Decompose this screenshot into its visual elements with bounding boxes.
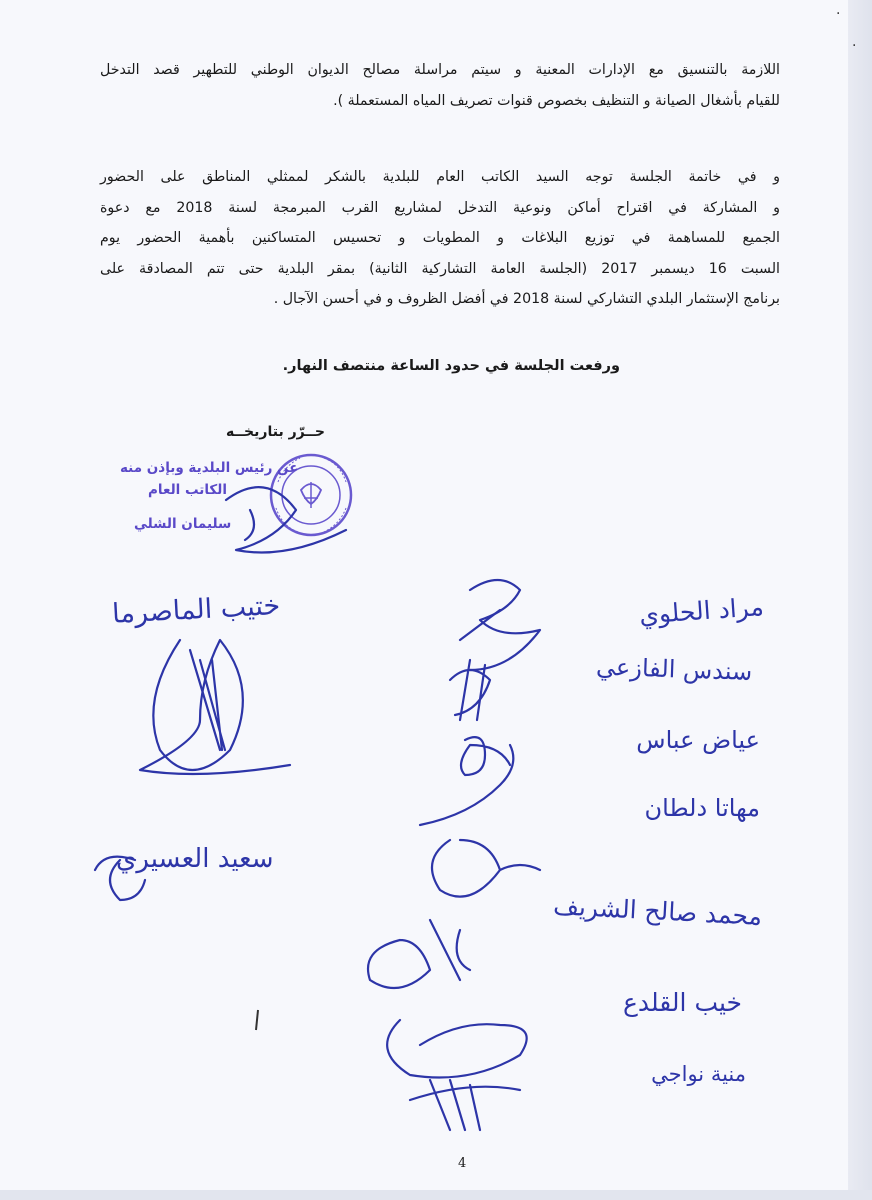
text-line: و في خاتمة الجلسة توجه السيد الكاتب العام للبلدية بالشكر لممثلي المناطق على الحضور: [100, 169, 780, 185]
signature-name: مهاتا دلطان: [644, 794, 760, 822]
text-line: السبت 16 ديسمبر 2017 (الجلسة العامة التشاركية الثانية) بمقر البلدية حتى تتم المصادقة على: [100, 260, 780, 277]
scan-speck: ·: [836, 6, 841, 22]
signature-name: مراد الحلوي: [638, 592, 766, 630]
signature-stroke: [368, 920, 470, 988]
signature-name: منية نواجي: [651, 1062, 746, 1086]
signature-stroke: [461, 737, 510, 775]
secretary-general-stamp: [110, 452, 370, 562]
drafted-on-date-label: حــرّر بتاريخــه: [226, 424, 325, 440]
page-number: 4: [458, 1156, 467, 1171]
text-line: الجميع للمساهمة في توزيع البلاغات و المطويات و تحسيس المتساكنين بأهمية الحضور يوم: [100, 230, 780, 246]
signature-stroke: [470, 580, 540, 670]
signature-stroke: [410, 1080, 520, 1130]
paragraph-closing-remarks: [100, 162, 780, 315]
signature-stroke: [140, 640, 290, 774]
signature-stroke: [460, 610, 500, 640]
signature-name: سندس الفازعي: [595, 652, 753, 686]
signature-name: ختيب الماصرما: [111, 590, 281, 630]
scan-edge-right: [848, 0, 872, 1200]
signature-stroke: [432, 840, 540, 897]
ink-mark: [256, 1010, 258, 1030]
stamp-line-title: الكاتب العام: [148, 482, 227, 498]
signature-name: عياض عباس: [636, 726, 760, 754]
signature-stroke: [190, 650, 225, 750]
signature-name: خيب القلدع: [622, 988, 742, 1017]
signature-name: سعيد العسيري: [116, 844, 274, 874]
text-line: و المشاركة في اقتراح أماكن ونوعية التدخل لمشاريع القرب المبرمجة لسنة 2018 مع دعوة: [100, 199, 781, 216]
session-closing-line: ورفعت الجلسة في حدود الساعة منتصف النهار.: [282, 358, 620, 374]
stamp-line-on-behalf: عن رئيس البلدية وبإذن منه: [120, 460, 299, 476]
signature-stroke: [387, 1020, 527, 1078]
scan-speck: ·: [852, 38, 857, 54]
text-line: برنامج الإستثمار البلدي التشاركي لسنة 2018 في أفضل الظروف و في أحسن الآجال .: [273, 291, 780, 307]
paragraph-continuation: [100, 55, 780, 116]
text-line: اللازمة بالتنسيق مع الإدارات المعنية و سيتم مراسلة مصالح الديوان الوطني للتطهير قصد التدخل: [100, 62, 780, 78]
stamp-line-name: سليمان الشلي: [134, 516, 232, 532]
scan-edge-bottom: [0, 1190, 872, 1200]
text-line: للقيام بأشغال الصيانة و التنظيف بخصوص قنوات تصريف المياه المستعملة ).: [333, 92, 780, 109]
signature-name: محمد صالح الشريف: [552, 891, 763, 931]
signature-stroke: [450, 660, 490, 720]
signature-stroke: [420, 745, 513, 825]
